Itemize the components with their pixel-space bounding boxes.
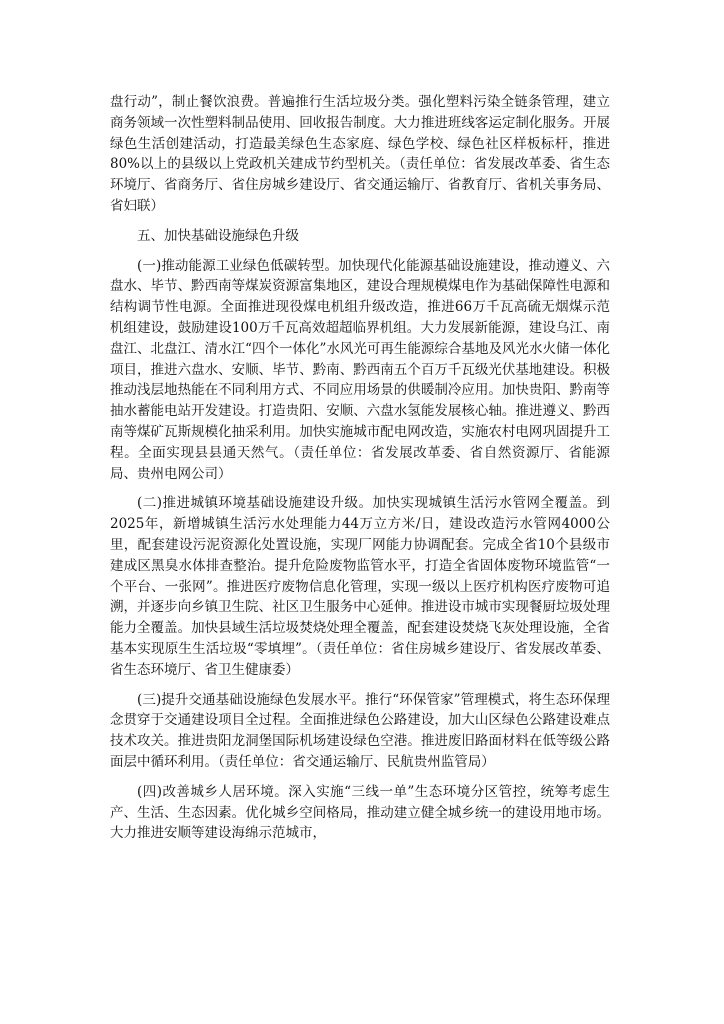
document-page [110, 92, 610, 844]
section-heading: 五、加快基础设施绿色升级 [137, 227, 299, 244]
paragraph-transport: (三)提升交通基础设施绿色发展水平。推行“环保管家”管理模式，将生态环保理念贯穿于交通建设项目全过程。全面推进绿色公路建设，加大山区绿色公路建设难点技术攻关。推进贵阳龙洞堡国际机场建设绿色空港。推进废旧路面材料在低等级公路面层中循环利用。（责任单位：省交通运输厅、民航贵州监管局） [110, 691, 610, 770]
paragraph-living-environment: (四)改善城乡人居环境。深入实施“三线一单”生态环境分区管控，统筹考虑生产、生活、生态因素。优化城乡空间格局，推动建立健全城乡统一的建设用地市场。大力推进安顺等建设海绵示范城市， [110, 783, 610, 842]
paragraph-urban-environment: (二)推进城镇环境基础设施建设升级。加快实现城镇生活污水管网全覆盖。到2025年，新增城镇生活污水处理能力44万立方米/日，建设改造污水管网4000公里，配套建设污泥资源化处置设施，实现厂网能力协调配套。完成全省10个县级市建成区黑臭水体排查整治。提升危险废物监管水平，打造全省固体废物环境监管“一个平台、一张网”。推进医疗废物信息化管理，实现一级以上医疗机构医疗废物可追溯，并逐步向乡镇卫生院、社区卫生服务中心延伸。推进设市城市实现餐厨垃圾处理能力全覆盖。加快县域生活垃圾焚烧处理全覆盖，配套建设焚烧飞灰处理设施，全省基本实现原生生活垃圾“零填埋”。（责任单位：省住房城乡建设厅、省发展改革委、省生态环境厅、省卫生健康委） [110, 495, 610, 678]
paragraph-energy: (一)推动能源工业绿色低碳转型。加快现代化能源基础设施建设，推动遵义、六盘水、毕节、黔西南等煤炭资源富集地区，建设合理规模煤电作为基础保障性电源和结构调节性电源。全面推进现役煤电机组升级改造，推进66万千瓦高硫无烟煤示范机组建设，鼓励建设100万千瓦高效超超临界机组。大力发展新能源，建设乌江、南盘江、北盘江、清水江“四个一体化”水风光可再生能源综合基地及风光水火储一体化项目，推进六盘水、安顺、毕节、黔南、黔西南五个百万千瓦级光伏基地建设。积极推动浅层地热能在不同利用方式、不同应用场景的供暖制冷应用。加快贵阳、黔南等抽水蓄能电站开发建设。打造贵阳、安顺、六盘水氢能发展核心轴。推进遵义、黔西南等煤矿瓦斯规模化抽采利用。加快实施城市配电网改造，实施农村电网巩固提升工程。全面实现县县通天然气。（责任单位：省发展改革委、省自然资源厅、省能源局、贵州电网公司） [110, 257, 610, 482]
continuation-paragraph: 盘行动”，制止餐饮浪费。普遍推行生活垃圾分类。强化塑料污染全链条管理，建立商务领域一次性塑料制品使用、回收报告制度。大力推进班线客运定制化服务。开展绿色生活创建活动，打造最美绿色生态家庭、绿色学校、绿色社区样板标杆，推进80%以上的县级以上党政机关建成节约型机关。（责任单位：省发展改革委、省生态环境厅、省商务厅、省住房城乡建设厅、省交通运输厅、省教育厅、省机关事务局、省妇联） [110, 94, 610, 214]
